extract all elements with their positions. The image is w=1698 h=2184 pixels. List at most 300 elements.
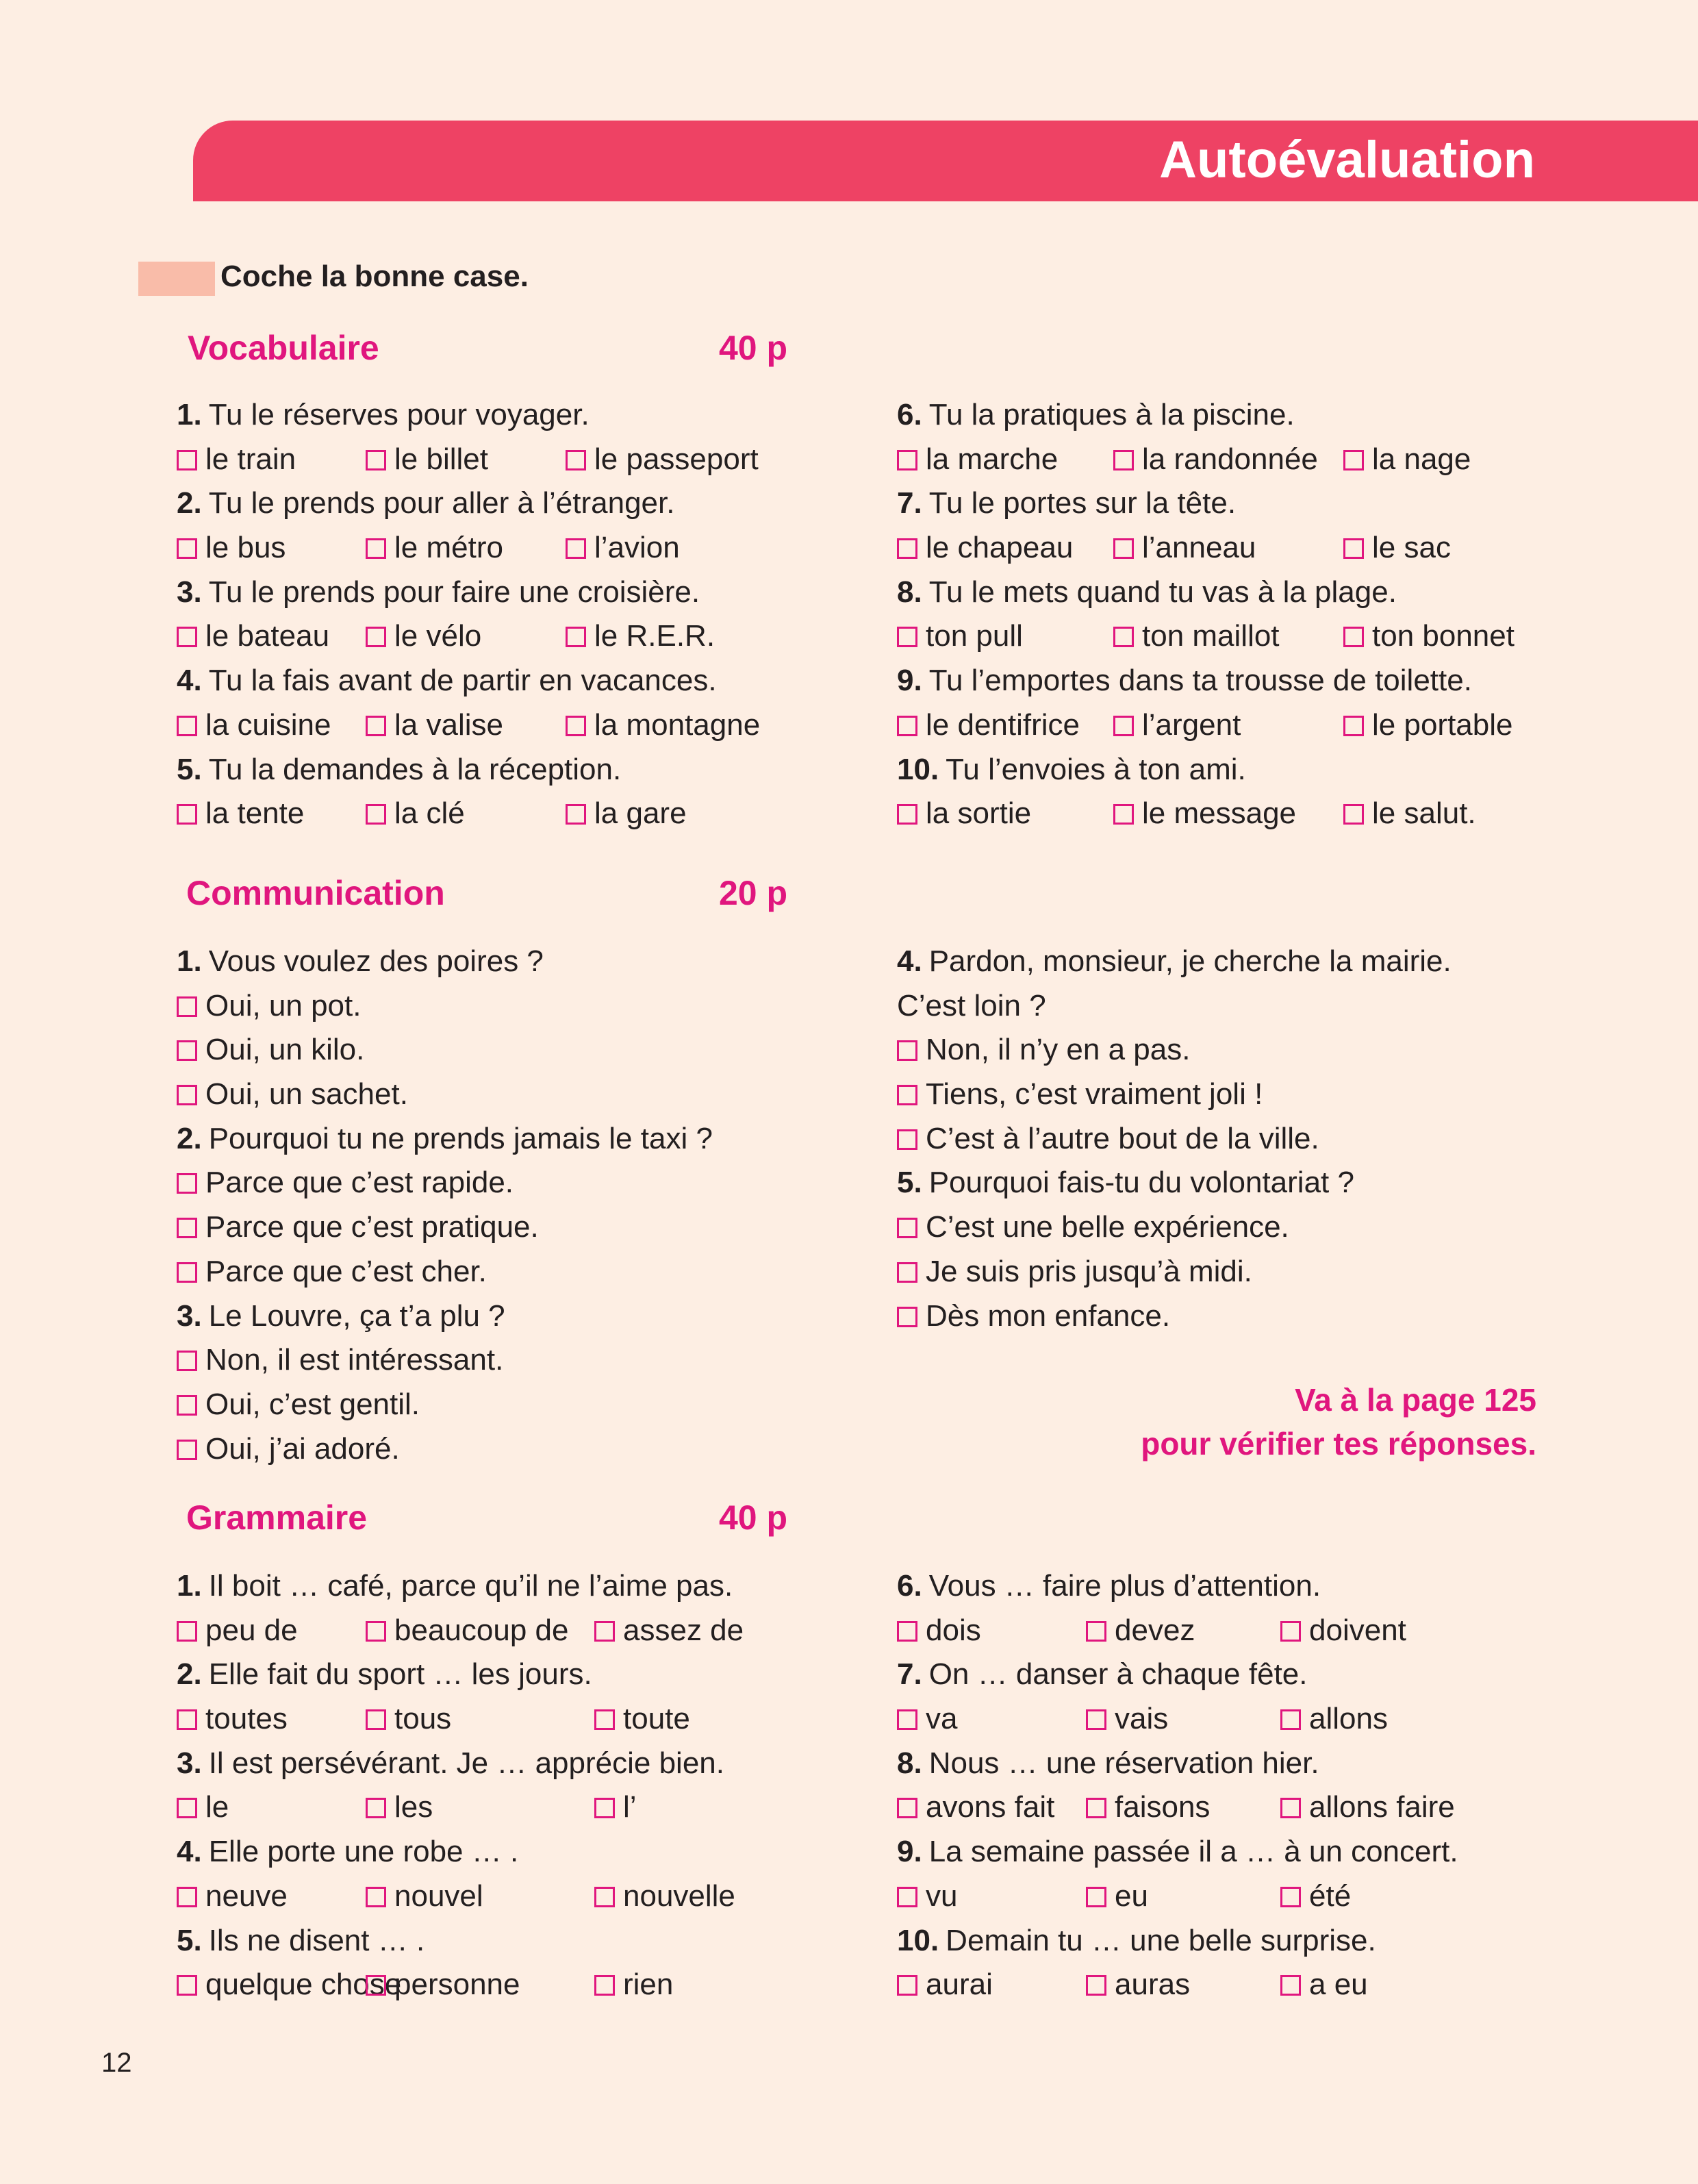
answer-label: Oui, un kilo. [205, 1033, 365, 1067]
answer-option[interactable] [897, 438, 1058, 482]
answer-option[interactable] [1280, 1609, 1406, 1653]
answer-checkbox[interactable] [177, 1709, 197, 1730]
answer-label: C’est à l’autre bout de la ville. [926, 1121, 1319, 1155]
answer-checkbox[interactable] [177, 1173, 197, 1194]
section-title-grammaire: Grammaire [186, 1498, 368, 1537]
answer-option[interactable] [177, 614, 329, 659]
answer-checkbox[interactable] [1280, 1975, 1301, 1996]
answer-label: le sac [1372, 531, 1451, 565]
question-number: 7. [897, 486, 922, 520]
question-text: Elle porte une robe … . [208, 1835, 519, 1869]
answer-checkbox[interactable] [366, 1798, 386, 1818]
answer-option[interactable] [177, 703, 331, 748]
instruction-marker [138, 262, 215, 296]
options-row [177, 1609, 848, 1653]
answer-checkbox[interactable] [594, 1975, 615, 1996]
answer-option[interactable] [177, 1383, 861, 1427]
section-points-vocabulaire: 40 p [719, 329, 788, 367]
question-number: 1. [177, 944, 202, 978]
question [897, 1742, 1582, 1786]
answer-option[interactable] [897, 1697, 957, 1742]
answer-checkbox[interactable] [897, 1307, 917, 1327]
options-row [897, 526, 1582, 570]
answer-option[interactable] [177, 438, 296, 482]
answer-option[interactable] [594, 1963, 673, 2007]
options-row [177, 614, 848, 659]
answer-checkbox[interactable] [897, 1975, 917, 1996]
question-number: 9. [897, 1835, 922, 1869]
answer-option[interactable] [1086, 1697, 1168, 1742]
answer-option[interactable] [897, 1117, 1582, 1162]
answer-option[interactable] [897, 1205, 1582, 1250]
question-number: 5. [177, 752, 202, 786]
answer-option[interactable] [897, 614, 1023, 659]
answer-option[interactable] [177, 1609, 298, 1653]
answer-checkbox[interactable] [1086, 1621, 1106, 1642]
answer-option[interactable] [1086, 1785, 1210, 1830]
answer-label: allons [1309, 1702, 1388, 1736]
answer-option[interactable] [1280, 1697, 1388, 1742]
answer-option[interactable] [566, 526, 680, 570]
answer-checkbox[interactable] [177, 1621, 197, 1642]
answer-label: la sortie [926, 796, 1032, 831]
answer-option[interactable] [897, 1963, 993, 2007]
question-text: Tu l’emportes dans ta trousse de toilette. [928, 664, 1472, 698]
answer-checkbox[interactable] [897, 1218, 917, 1238]
answer-option[interactable] [366, 526, 503, 570]
answer-checkbox[interactable] [366, 450, 386, 470]
answer-option[interactable] [1086, 1874, 1148, 1919]
answer-option[interactable] [177, 1338, 861, 1383]
answer-option[interactable] [1113, 526, 1256, 570]
question [177, 659, 848, 703]
question [177, 1742, 848, 1786]
question [177, 748, 848, 792]
answer-label: peu de [205, 1613, 298, 1647]
answer-checkbox[interactable] [897, 1085, 917, 1105]
answer-label: Oui, c’est gentil. [205, 1387, 420, 1421]
answer-checkbox[interactable] [177, 450, 197, 470]
question [177, 940, 861, 984]
answer-checkbox[interactable] [897, 1709, 917, 1730]
answer-label: le passeport [594, 442, 759, 476]
header-banner [193, 121, 1698, 201]
answer-label: Parce que c’est cher. [205, 1254, 487, 1288]
question-number: 2. [177, 486, 202, 520]
answer-option[interactable] [1343, 614, 1515, 659]
question [177, 1564, 848, 1609]
question-number: 6. [897, 1569, 922, 1603]
question [177, 570, 848, 615]
answer-option[interactable] [594, 1785, 637, 1830]
question-text: Tu l’envoies à ton ami. [946, 752, 1246, 786]
answer-option[interactable] [366, 1697, 451, 1742]
question-text: Il est persévérant. Je … apprécie bien. [208, 1746, 724, 1780]
note-line: Va à la page 125 [1295, 1382, 1536, 1418]
question [897, 570, 1582, 615]
answer-option[interactable] [1086, 1609, 1195, 1653]
answer-checkbox[interactable] [177, 996, 197, 1017]
answer-option[interactable] [566, 703, 760, 748]
answer-option[interactable] [1343, 703, 1512, 748]
answer-checkbox[interactable] [1086, 1975, 1106, 1996]
answer-checkbox[interactable] [366, 538, 386, 559]
answer-option[interactable] [366, 438, 488, 482]
answer-option[interactable] [897, 1250, 1582, 1294]
answer-checkbox[interactable] [1086, 1798, 1106, 1818]
answer-label: nouvelle [623, 1879, 735, 1913]
answer-checkbox[interactable] [366, 716, 386, 736]
answer-checkbox[interactable] [1280, 1621, 1301, 1642]
answer-checkbox[interactable] [1343, 804, 1364, 825]
answer-option[interactable] [177, 1161, 861, 1205]
question-text: Elle fait du sport … les jours. [208, 1657, 592, 1692]
answer-label: ton pull [926, 619, 1023, 653]
answer-label: Tiens, c’est vraiment joli ! [926, 1077, 1263, 1112]
question [177, 1830, 848, 1874]
question [897, 1653, 1582, 1697]
answer-option[interactable] [177, 792, 304, 836]
answer-option[interactable] [897, 1609, 981, 1653]
answer-option[interactable] [897, 1294, 1582, 1339]
answer-label: ton maillot [1142, 619, 1280, 653]
answer-checkbox[interactable] [1086, 1709, 1106, 1730]
answer-checkbox[interactable] [177, 1262, 197, 1283]
answer-checkbox[interactable] [1343, 450, 1364, 470]
answer-label: le bus [205, 531, 286, 565]
question [897, 1161, 1582, 1205]
answer-label: l’argent [1142, 707, 1241, 742]
answer-checkbox[interactable] [566, 450, 586, 470]
answer-checkbox[interactable] [177, 1975, 197, 1996]
question-number: 10. [897, 752, 939, 786]
gram-right-column [897, 1564, 1582, 2007]
options-row [897, 1609, 1582, 1653]
answer-checkbox[interactable] [897, 538, 917, 559]
answer-checkbox[interactable] [177, 1440, 197, 1460]
answer-option[interactable] [594, 1874, 735, 1919]
answer-option[interactable] [366, 703, 503, 748]
answer-checkbox[interactable] [594, 1887, 615, 1907]
answer-checkbox[interactable] [594, 1709, 615, 1730]
question-number: 4. [177, 1835, 202, 1869]
answer-checkbox[interactable] [1086, 1887, 1106, 1907]
answer-option[interactable] [897, 1785, 1054, 1830]
answer-label: rien [623, 1968, 674, 2002]
answer-checkbox[interactable] [177, 627, 197, 647]
answer-option[interactable] [594, 1697, 690, 1742]
question-text: Pourquoi tu ne prends jamais le taxi ? [208, 1121, 713, 1155]
answer-checkbox[interactable] [366, 1975, 386, 1996]
answer-label: été [1309, 1879, 1352, 1913]
answer-checkbox[interactable] [1343, 627, 1364, 647]
question [897, 1564, 1582, 1609]
answer-label: le message [1142, 796, 1297, 831]
answer-checkbox[interactable] [1343, 716, 1364, 736]
answer-checkbox[interactable] [897, 450, 917, 470]
answer-label: allons faire [1309, 1790, 1455, 1824]
answer-option[interactable] [1113, 792, 1296, 836]
answer-option[interactable] [594, 1609, 744, 1653]
question-number: 8. [897, 575, 922, 609]
answer-checkbox[interactable] [177, 804, 197, 825]
answer-label: Oui, un sachet. [205, 1077, 408, 1112]
answer-checkbox[interactable] [1113, 538, 1134, 559]
answer-checkbox[interactable] [1113, 450, 1134, 470]
options-row [897, 703, 1582, 748]
answer-label: eu [1115, 1879, 1148, 1913]
question [897, 748, 1582, 792]
answer-label: Oui, j’ai adoré. [205, 1431, 400, 1466]
answer-checkbox[interactable] [897, 804, 917, 825]
answer-label: toute [623, 1702, 690, 1736]
answer-checkbox[interactable] [366, 1621, 386, 1642]
question-number: 3. [177, 575, 202, 609]
answer-option[interactable] [1280, 1874, 1351, 1919]
answer-option[interactable] [177, 1697, 288, 1742]
options-row [177, 1874, 848, 1919]
answer-checkbox[interactable] [897, 627, 917, 647]
answer-label: nouvel [394, 1879, 483, 1913]
comm-right-column [897, 940, 1582, 1338]
answer-label: toutes [205, 1702, 288, 1736]
question-number: 4. [177, 664, 202, 698]
answer-checkbox[interactable] [897, 1040, 917, 1061]
question [897, 1830, 1582, 1874]
answer-option[interactable] [566, 792, 687, 836]
question-text: Ils ne disent … . [208, 1923, 425, 1957]
answer-checkbox[interactable] [566, 538, 586, 559]
answer-label: Dès mon enfance. [926, 1298, 1171, 1333]
vocab-left-column [177, 393, 848, 836]
answer-checkbox[interactable] [1280, 1709, 1301, 1730]
answer-checkbox[interactable] [177, 1887, 197, 1907]
answer-option[interactable] [366, 614, 481, 659]
answer-checkbox[interactable] [1113, 716, 1134, 736]
answer-checkbox[interactable] [566, 627, 586, 647]
question [177, 1117, 861, 1162]
answer-label: le portable [1372, 707, 1513, 742]
answer-checkbox[interactable] [1343, 538, 1364, 559]
question-number: 1. [177, 398, 202, 431]
answer-checkbox[interactable] [897, 1262, 917, 1283]
answer-option[interactable] [366, 1874, 483, 1919]
answer-checkbox[interactable] [366, 1709, 386, 1730]
answer-checkbox[interactable] [897, 1798, 917, 1818]
options-row [177, 438, 848, 482]
comm-left-column [177, 940, 861, 1471]
answer-checkbox[interactable] [177, 1040, 197, 1061]
answer-option[interactable] [1343, 526, 1451, 570]
answer-option[interactable] [1113, 614, 1280, 659]
answer-option[interactable] [897, 792, 1031, 836]
answer-option[interactable] [177, 1785, 229, 1830]
answer-option[interactable] [177, 984, 861, 1029]
answer-label: ton bonnet [1372, 619, 1515, 653]
answer-option[interactable] [897, 1874, 957, 1919]
question [897, 1919, 1582, 1963]
answer-label: la clé [394, 796, 465, 831]
instruction: Coche la bonne case. [220, 260, 529, 293]
options-row [177, 1697, 848, 1742]
page-title: Autoévaluation [1159, 131, 1535, 189]
answer-option[interactable] [177, 1427, 861, 1472]
question-number: 4. [897, 944, 922, 978]
question-number: 2. [177, 1657, 202, 1692]
answer-label: va [926, 1702, 958, 1736]
answer-label: Oui, un pot. [205, 988, 362, 1022]
page-number: 12 [101, 2048, 132, 2078]
answer-checkbox[interactable] [594, 1798, 615, 1818]
answer-checkbox[interactable] [566, 716, 586, 736]
answer-checkbox[interactable] [177, 716, 197, 736]
answer-label: le billet [394, 442, 488, 476]
section-title-vocabulaire: Vocabulaire [188, 329, 379, 367]
section-title-communication: Communication [186, 874, 445, 912]
answer-checkbox[interactable] [897, 716, 917, 736]
answer-checkbox[interactable] [897, 1621, 917, 1642]
question-number: 3. [177, 1746, 202, 1780]
answer-label: C’est une belle expérience. [926, 1210, 1289, 1244]
answer-label: vu [926, 1879, 958, 1913]
answer-label: aurai [926, 1968, 993, 2002]
answer-option[interactable] [897, 703, 1080, 748]
question-number: 3. [177, 1298, 202, 1333]
answer-checkbox[interactable] [594, 1621, 615, 1642]
answer-label: le train [205, 442, 296, 476]
answer-checkbox[interactable] [897, 1887, 917, 1907]
question [177, 1653, 848, 1697]
answer-checkbox[interactable] [366, 627, 386, 647]
answer-option[interactable] [1086, 1963, 1190, 2007]
answer-option[interactable] [1113, 438, 1318, 482]
question-text: On … danser à chaque fête. [928, 1657, 1308, 1692]
section-points-communication: 20 p [719, 874, 788, 912]
answer-label: doivent [1309, 1613, 1406, 1647]
answer-label: la marche [926, 442, 1059, 476]
answer-checkbox[interactable] [1280, 1887, 1301, 1907]
answer-label: Parce que c’est rapide. [205, 1166, 514, 1200]
answer-label: auras [1115, 1968, 1191, 2002]
question-number: 5. [177, 1923, 202, 1957]
answer-label: Non, il n’y en a pas. [926, 1033, 1191, 1067]
answer-option[interactable] [177, 1874, 288, 1919]
answer-option[interactable] [1280, 1963, 1368, 2007]
question-text: Demain tu … une belle surprise. [946, 1923, 1376, 1957]
question-text: Il boit … café, parce qu’il ne l’aime pas. [208, 1569, 733, 1603]
question-text: Tu la demandes à la réception. [208, 752, 622, 786]
answer-option[interactable] [897, 1028, 1582, 1072]
question [177, 393, 848, 438]
answer-label: l’anneau [1142, 531, 1256, 565]
question [897, 940, 1582, 984]
question-number: 8. [897, 1746, 922, 1780]
answer-option[interactable] [1280, 1785, 1455, 1830]
answer-option[interactable] [177, 1028, 861, 1072]
answer-option[interactable] [177, 1250, 861, 1294]
answer-option[interactable] [177, 1205, 861, 1250]
answer-option[interactable] [566, 438, 759, 482]
answer-checkbox[interactable] [897, 1129, 917, 1150]
question [177, 481, 848, 526]
answer-label: Parce que c’est pratique. [205, 1210, 539, 1244]
answer-label: le R.E.R. [594, 619, 715, 653]
answer-checkbox[interactable] [177, 1351, 197, 1371]
answer-label: la randonnée [1142, 442, 1318, 476]
question-text: Pardon, monsieur, je cherche la mairie. [928, 944, 1452, 978]
answer-checkbox[interactable] [177, 1218, 197, 1238]
question-text: Tu la pratiques à la piscine. [928, 398, 1295, 431]
answer-option[interactable] [566, 614, 715, 659]
question-text: Nous … une réservation hier. [928, 1746, 1319, 1780]
question-number: 5. [897, 1166, 922, 1200]
answer-checkbox[interactable] [366, 1887, 386, 1907]
answer-label: la montagne [594, 707, 761, 742]
answer-checkbox[interactable] [1113, 804, 1134, 825]
answer-label: la valise [394, 707, 503, 742]
answer-label: l’avion [594, 531, 680, 565]
question [177, 1919, 848, 1963]
answer-option[interactable] [897, 1072, 1582, 1117]
answer-checkbox[interactable] [366, 804, 386, 825]
answer-checkbox[interactable] [1280, 1798, 1301, 1818]
answer-option[interactable] [177, 1072, 861, 1117]
answer-checkbox[interactable] [1113, 627, 1134, 647]
question-text: Pourquoi fais-tu du volontariat ? [928, 1166, 1354, 1200]
answer-label: Non, il est intéressant. [205, 1343, 504, 1377]
question-number: 6. [897, 398, 922, 431]
answer-checkbox[interactable] [177, 1085, 197, 1105]
section-points-grammaire: 40 p [719, 1498, 788, 1537]
answer-label: la gare [594, 796, 687, 831]
answer-label: devez [1115, 1613, 1195, 1647]
options-row [897, 438, 1582, 482]
answer-checkbox[interactable] [177, 1395, 197, 1416]
question-text: Le Louvre, ça t’a plu ? [208, 1298, 505, 1333]
answer-option[interactable] [1343, 438, 1471, 482]
options-row [177, 1785, 848, 1830]
answer-option[interactable] [366, 1963, 520, 2007]
answer-label: le dentifrice [926, 707, 1080, 742]
question [897, 481, 1582, 526]
answer-option[interactable] [366, 1785, 433, 1830]
options-row [897, 1785, 1582, 1830]
answer-key-note [1141, 1378, 1536, 1466]
answer-checkbox[interactable] [177, 538, 197, 559]
question-text: La semaine passée il a … à un concert. [928, 1835, 1458, 1869]
answer-checkbox[interactable] [566, 804, 586, 825]
answer-option[interactable] [1113, 703, 1241, 748]
answer-label: le vélo [394, 619, 482, 653]
answer-option[interactable] [1343, 792, 1476, 836]
question-number: 10. [897, 1923, 939, 1957]
answer-option[interactable] [366, 1609, 568, 1653]
answer-label: assez de [623, 1613, 744, 1647]
answer-label: la nage [1372, 442, 1471, 476]
answer-checkbox[interactable] [177, 1798, 197, 1818]
answer-option[interactable] [366, 792, 465, 836]
answer-label: tous [394, 1702, 452, 1736]
answer-label: les [394, 1790, 433, 1824]
gram-left-column [177, 1564, 848, 2007]
answer-option[interactable] [177, 526, 286, 570]
answer-label: neuve [205, 1879, 288, 1913]
answer-option[interactable] [897, 526, 1073, 570]
options-row [897, 1697, 1582, 1742]
question-number: 1. [177, 1569, 202, 1603]
question-continuation: C’est loin ? [897, 988, 1046, 1022]
options-row [897, 1963, 1582, 2007]
